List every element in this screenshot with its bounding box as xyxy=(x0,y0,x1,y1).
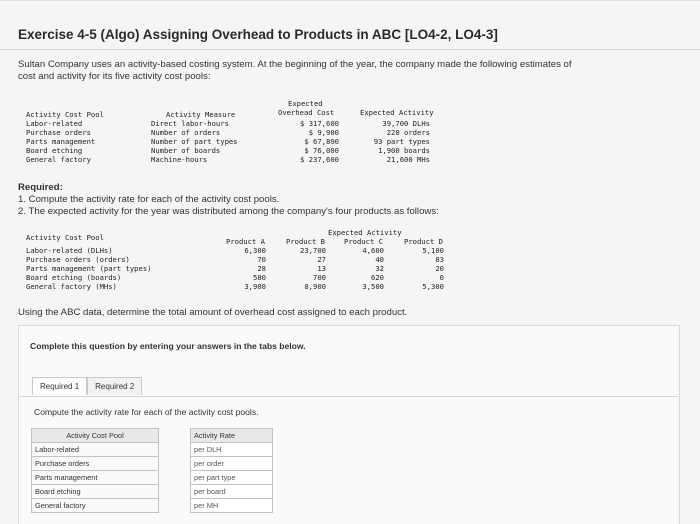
exp-product-b-values: 23,700 27 13 700 8,900 xyxy=(300,246,326,292)
est-activity-header: Expected Activity xyxy=(360,108,434,117)
rate-input[interactable] xyxy=(159,457,191,471)
rate-unit-label: per MH xyxy=(191,499,273,513)
required-item-2: 2. The expected activity for the year was distributed among the company's four products as follows: xyxy=(18,206,439,217)
intro-line-1: Sultan Company uses an activity-based costing system. At the beginning of the year, the company made the following estimates of xyxy=(18,59,572,70)
exp-product-a-values: 6,300 70 28 580 3,900 xyxy=(244,246,266,292)
title-divider xyxy=(0,49,700,50)
rate-pool-label: General factory xyxy=(32,499,159,513)
rate-unit-label: per DLH xyxy=(191,443,273,457)
intro-text xyxy=(18,59,658,83)
question-tabs xyxy=(32,377,142,395)
activity-rate-table xyxy=(31,428,273,513)
est-measure-header: Activity Measure xyxy=(166,110,236,119)
exp-product-a-header: Product A xyxy=(226,237,265,246)
rate-unit-label: per board xyxy=(191,485,273,499)
table-row xyxy=(32,471,273,485)
table-row xyxy=(32,499,273,513)
table-row xyxy=(32,457,273,471)
exp-product-d-values: 5,100 83 20 0 5,300 xyxy=(422,246,444,292)
required-heading: Required: xyxy=(18,182,63,193)
using-abc-text: Using the ABC data, determine the total amount of overhead cost assigned to each product. xyxy=(18,307,408,318)
exp-product-c-header: Product C xyxy=(344,237,383,246)
rate-pool-label: Parts management xyxy=(32,471,159,485)
exp-pools: Labor-related (DLHs) Purchase orders (orders) Parts management (part types) Board etching (boards) General factory (MHs) xyxy=(26,246,152,292)
est-cost-header-2: Overhead Cost xyxy=(278,108,335,117)
est-pool-header: Activity Cost Pool xyxy=(26,110,104,119)
rate-input[interactable] xyxy=(159,471,191,485)
intro-line-2: cost and activity for its five activity cost pools: xyxy=(18,71,211,82)
exp-pool-header: Activity Cost Pool xyxy=(26,233,104,242)
est-costs: $ 317,600 $ 9,900 $ 67,890 $ 76,000 $ 237,600 xyxy=(300,119,339,165)
rate-unit-label: per part type xyxy=(191,471,273,485)
required-item-1: 1. Compute the activity rate for each of the activity cost pools. xyxy=(18,194,280,205)
complete-instruction: Complete this question by entering your answers in the tabs below. xyxy=(30,341,306,351)
est-pools: Labor-related Purchase orders Parts management Board etching General factory xyxy=(26,119,96,165)
table-row xyxy=(32,443,273,457)
rate-unit-label: per order xyxy=(191,457,273,471)
tab-required-1[interactable]: Required 1 xyxy=(32,377,87,395)
exp-product-d-header: Product D xyxy=(404,237,443,246)
exercise-title: Exercise 4-5 (Algo) Assigning Overhead to Products in ABC [LO4-2, LO4-3] xyxy=(18,27,498,42)
rate-col-rate-header: Activity Rate xyxy=(191,429,273,443)
rate-input[interactable] xyxy=(159,443,191,457)
rate-pool-label: Purchase orders xyxy=(32,457,159,471)
est-activities: 39,700 DLHs 220 orders 93 part types 1,900 boards 21,600 MHs xyxy=(373,119,430,165)
exp-group-header: Expected Activity xyxy=(328,228,402,237)
rate-pool-label: Labor-related xyxy=(32,443,159,457)
table-row xyxy=(32,485,273,499)
rate-input[interactable] xyxy=(159,499,191,513)
exp-product-c-values: 4,600 40 32 620 3,500 xyxy=(362,246,384,292)
rate-header-gap xyxy=(159,429,191,443)
rate-input[interactable] xyxy=(159,485,191,499)
tab-instruction: Compute the activity rate for each of the activity cost pools. xyxy=(34,407,259,417)
rate-pool-label: Board etching xyxy=(32,485,159,499)
exp-product-b-header: Product B xyxy=(286,237,325,246)
rate-col-pool-header: Activity Cost Pool xyxy=(32,429,159,443)
tab-divider xyxy=(18,396,678,397)
est-cost-header-1: Expected xyxy=(288,99,323,108)
est-measures: Direct labor-hours Number of orders Number of part types Number of boards Machine-hours xyxy=(151,119,238,165)
tab-required-2[interactable]: Required 2 xyxy=(87,377,142,395)
required-section xyxy=(18,182,439,218)
